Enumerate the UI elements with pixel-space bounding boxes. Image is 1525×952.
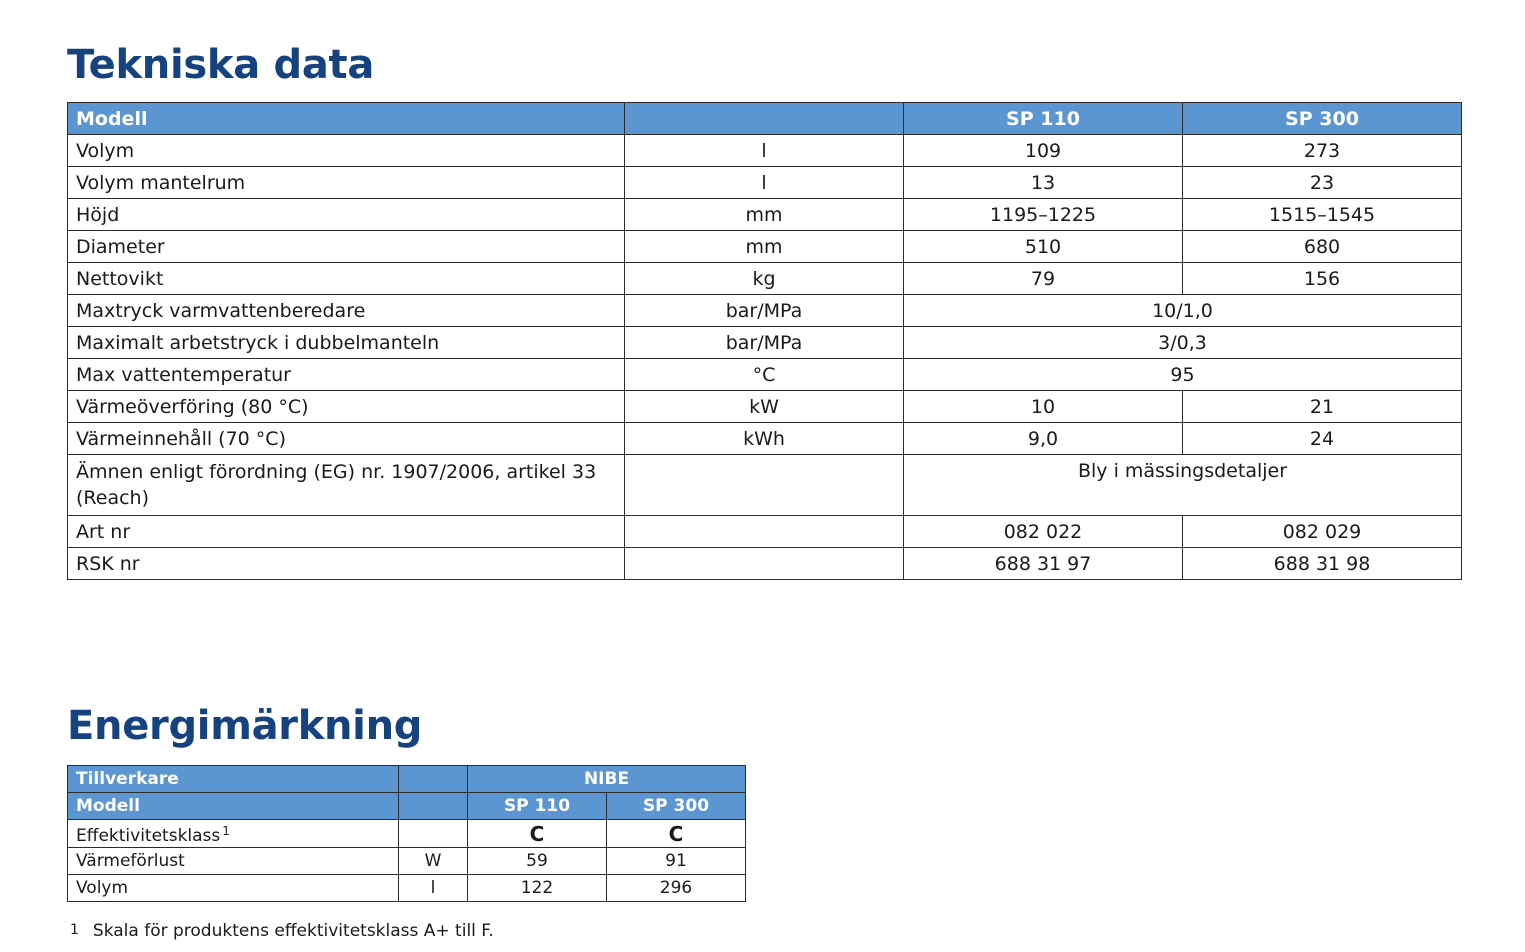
header-sp110: SP 110 [468, 793, 607, 820]
row-sp110: 082 022 [904, 516, 1183, 548]
row-label: Diameter [68, 231, 625, 263]
row-sp110: 10 [904, 391, 1183, 423]
row-unit [625, 548, 904, 580]
header-unit [625, 103, 904, 135]
row-sp300: 21 [1183, 391, 1462, 423]
table-row [68, 167, 1462, 199]
footnote-number: 1 [70, 922, 79, 938]
row-sp300: 156 [1183, 263, 1462, 295]
row-value-both: 95 [904, 359, 1462, 391]
table-row [68, 359, 1462, 391]
row-label: Art nr [68, 516, 625, 548]
row-unit: l [625, 167, 904, 199]
table-row [68, 848, 746, 875]
table-row [68, 875, 746, 902]
table-row [68, 199, 1462, 231]
row-sp110: C [468, 820, 607, 848]
table-row [68, 263, 1462, 295]
row-label: Ämnen enligt förordning (EG) nr. 1907/2006, artikel 33 (Reach) [68, 455, 625, 516]
row-sp300: C [607, 820, 746, 848]
row-sp300: 082 029 [1183, 516, 1462, 548]
row-label: Maxtryck varmvattenberedare [68, 295, 625, 327]
header-modell: Modell [68, 103, 625, 135]
row-sp300: 91 [607, 848, 746, 875]
section-title-energimarkning: Energimärkning [67, 703, 423, 749]
header-tillverkare: Tillverkare [68, 766, 399, 793]
row-unit: mm [625, 199, 904, 231]
row-unit: W [399, 848, 468, 875]
table-row [68, 327, 1462, 359]
table-row [68, 135, 1462, 167]
row-unit: l [399, 875, 468, 902]
row-sp300: 680 [1183, 231, 1462, 263]
table-row [68, 548, 1462, 580]
row-sp300: 23 [1183, 167, 1462, 199]
page-title-tekniska-data: Tekniska data [67, 42, 375, 88]
row-unit: mm [625, 231, 904, 263]
row-sp110: 1195–1225 [904, 199, 1183, 231]
table-header-row [68, 793, 746, 820]
row-sp300: 688 31 98 [1183, 548, 1462, 580]
row-unit: bar/MPa [625, 327, 904, 359]
header-sp300: SP 300 [1183, 103, 1462, 135]
table-header-row [68, 103, 1462, 135]
row-sp300: 24 [1183, 423, 1462, 455]
row-label: Volym mantelrum [68, 167, 625, 199]
table-row [68, 231, 1462, 263]
row-sp110: 9,0 [904, 423, 1183, 455]
row-unit: bar/MPa [625, 295, 904, 327]
row-label: Nettovikt [68, 263, 625, 295]
header-empty [399, 766, 468, 793]
row-label: Värmeinnehåll (70 °C) [68, 423, 625, 455]
row-unit: kg [625, 263, 904, 295]
table-row [68, 516, 1462, 548]
row-unit [625, 455, 904, 516]
energy-label-table [67, 765, 746, 902]
row-unit: l [625, 135, 904, 167]
row-label: Höjd [68, 199, 625, 231]
row-unit [399, 820, 468, 848]
table-row [68, 423, 1462, 455]
row-label: Värmeöverföring (80 °C) [68, 391, 625, 423]
header-manufacturer-value: NIBE [468, 766, 746, 793]
footnote-text: Skala för produktens effektivitetsklass A+ till F. [92, 921, 494, 941]
row-sp300: 296 [607, 875, 746, 902]
row-unit: kWh [625, 423, 904, 455]
table-row [68, 295, 1462, 327]
header-empty [399, 793, 468, 820]
row-sp300: 273 [1183, 135, 1462, 167]
header-sp300: SP 300 [607, 793, 746, 820]
header-modell: Modell [68, 793, 399, 820]
row-sp110: 688 31 97 [904, 548, 1183, 580]
row-sp110: 79 [904, 263, 1183, 295]
row-unit: °C [625, 359, 904, 391]
row-sp110: 59 [468, 848, 607, 875]
row-label: RSK nr [68, 548, 625, 580]
row-sp110: 510 [904, 231, 1183, 263]
row-sp110: 13 [904, 167, 1183, 199]
row-label: Volym [68, 135, 625, 167]
footnote-ref: 1 [222, 824, 230, 838]
row-value-both: Bly i mässingsdetaljer [904, 455, 1462, 516]
row-value-both: 3/0,3 [904, 327, 1462, 359]
table-header-row [68, 766, 746, 793]
row-label [68, 820, 399, 848]
row-label: Max vattentemperatur [68, 359, 625, 391]
row-label: Maximalt arbetstryck i dubbelmanteln [68, 327, 625, 359]
row-value-both: 10/1,0 [904, 295, 1462, 327]
technical-data-table [67, 102, 1462, 580]
row-sp110: 122 [468, 875, 607, 902]
row-sp110: 109 [904, 135, 1183, 167]
row-unit: kW [625, 391, 904, 423]
table-row [68, 455, 1462, 516]
footnote [70, 921, 494, 941]
table-row [68, 820, 746, 848]
table-row [68, 391, 1462, 423]
row-label: Värmeförlust [68, 848, 399, 875]
row-label: Volym [68, 875, 399, 902]
row-sp300: 1515–1545 [1183, 199, 1462, 231]
row-unit [625, 516, 904, 548]
header-sp110: SP 110 [904, 103, 1183, 135]
row-label-text: Effektivitetsklass [76, 826, 221, 846]
